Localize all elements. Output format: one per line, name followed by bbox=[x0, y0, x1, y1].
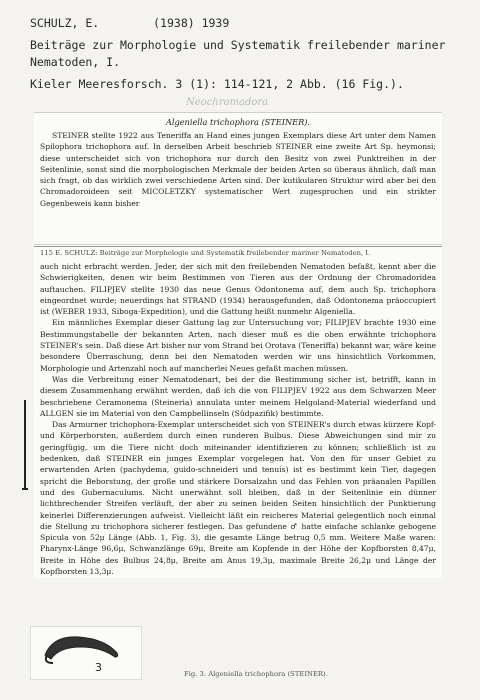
citation-journal: Kieler Meeresforsch. 3 (1): 114-121, 2 Abb. (16 Fig.). bbox=[30, 77, 404, 91]
citation-author: SCHULZ, E. bbox=[30, 16, 100, 30]
clipping-page-115 bbox=[34, 244, 442, 578]
figure-number: 3 bbox=[95, 661, 102, 674]
figure-caption: Fig. 3. Algeniella trichophora (STEINER). bbox=[184, 670, 328, 678]
clipping-2-paragraph-2: Ein männliches Exemplar dieser Gattung lag zur Untersuchung vor; FILIPJEV brachte 1930 eine Bestimmungstabelle der bekannten Arten, nach dieser muß es die oben erwähnte trichophora STEINER's sein. Daß diese Art bisher nur vom Strand bei Orotava (Teneriffa) bekannt war, wäre keine besondere Überraschung, denn bei den Nematoden werden wir uns hinsichtlich Vorkommen, Morphologie und Artenzahl noch auf mancherlei Neues gefaßt machen müssen. bbox=[40, 318, 436, 373]
clipping-page-114 bbox=[34, 112, 442, 247]
citation-year: (1938) 1939 bbox=[153, 16, 230, 30]
margin-bracket-tick bbox=[22, 488, 28, 490]
running-head: 115 E. SCHULZ: Beiträge zur Morphologie und Systematik freilebender mariner Nematoden, I. bbox=[34, 246, 442, 257]
spicule-drawing bbox=[31, 627, 141, 679]
clipping-1-paragraph: STEINER stellte 1922 aus Teneriffa an Hand eines jungen Exemplars diese Art unter dem Namen Spilophora trichophora auf. In derselben Arbeit beschrieb STEINER eine zweite Art Sp. heymonsi; diese unterscheidet sich von trichophora nur durch den Besitz von zwei Punktreihen in der Seitenlinie, sonst sind die morphologischen Merkmale der beiden Arten so überaus ähnlich, daß man sich fragt, ob das wirklich zwei verschiedene Arten sind. Der kutikularen Struktur wird aber bei den Chromadoroideen seit MICOLETZKY systematischer Wert zugesprochen und ein strikter Gegenbeweis kann bisher bbox=[40, 131, 436, 208]
species-heading: Algeniella trichophora (STEINER). bbox=[165, 117, 311, 127]
clipping-2-paragraph-3: Was die Verbreitung einer Nematodenart, bei der die Bestimmung sicher ist, betrifft, kann in diesem Zusammenhang erwähnt werden, daß ich die von FILIPJEV 1922 aus dem Schwarzen Meer beschriebene Ceramonema (Steineria) annulata unter meinem Helgoland-Material wiederfand und ALLGEN sie im Material von den Campbellinseln (Südpazifik) bestimmte. bbox=[40, 374, 436, 418]
citation-title-line1: Beiträge zur Morphologie und Systematik freilebender mariner bbox=[30, 38, 446, 52]
figure-3-clipping bbox=[30, 626, 142, 680]
clipping-2-paragraph-1: auch nicht erbracht werden. Jeder, der sich mit den freilebenden Nematoden befaßt, kennt aber die Schwierigkeiten, denen wir beim Bestimmen von Tieren aus der Ordnung der Chromadoridea auftauchen. FILIPJEV stellte 1930 das neue Genus Odontonema auf, dem auch Sp. trichophora eingeordnet wurde; neuerdings hat STRAND (1934) herausgefunden, daß Odontonema präoccupiert ist (WEBER 1933, Siboga-Expedition), und die Gattung heißt nunmehr Algeniella. bbox=[40, 262, 436, 317]
clipping-2-paragraph-4: Das Armurner trichophora-Exemplar unterscheidet sich von STEINER's durch etwas kürzere Kopf- und Körperborsten, außerdem durch einen runderen Bulbus. Diese Abweichungen sind mir zu geringfügig, um die Tiere nicht doch miteinander identifizieren zu können; schließlich ist zu bedenken, daß STEINER ein junges Exemplar vorgelegen hat. Von den für unser Gebiet zu erwartenden Arten (pachydema, guido-schneideri und tenuis) ist es bestimmt kein Tier, dagegen spricht die Beborstung, der große und stärkere Dorsalzahn und das Fehlen von präanalen Papillen und des Gubernaculums. Nicht unerwähnt soll bleiben, daß in der Seitenlinie ein dünner lichtbrechender Streifen verläuft, der aber zu seinen beiden Seiten hinsichtlich der Punktierung keinerlei Differenzierungen aufweist. Vielleicht läßt ein reicheres Material gelegentlich noch einmal die Stellung zu trichophora sicherer festlegen. Das gefundene ♂ hatte einfache schlanke gebogene Spicula von 52μ Länge (Abb. 1, Fig. 3), die gesamte Länge betrug 0,5 mm. Weitere Maße waren: Pharynx-Länge 96,6μ, Schwanzlänge 69μ, Breite am Kopfende in der Höhe der Kopfborsten 8,47μ, Breite in Höhe des Bulbus 24,8μ, Breite am Anus 19,3μ, maximale Breite 26,2μ und Länge der Kopfborsten 13,3μ. bbox=[40, 420, 436, 577]
citation-title-line2: Nematoden, I. bbox=[30, 55, 121, 69]
handwritten-genus-note: Neochromadora bbox=[186, 97, 269, 108]
citation-author-year bbox=[30, 16, 229, 30]
margin-bracket-line bbox=[24, 400, 26, 490]
